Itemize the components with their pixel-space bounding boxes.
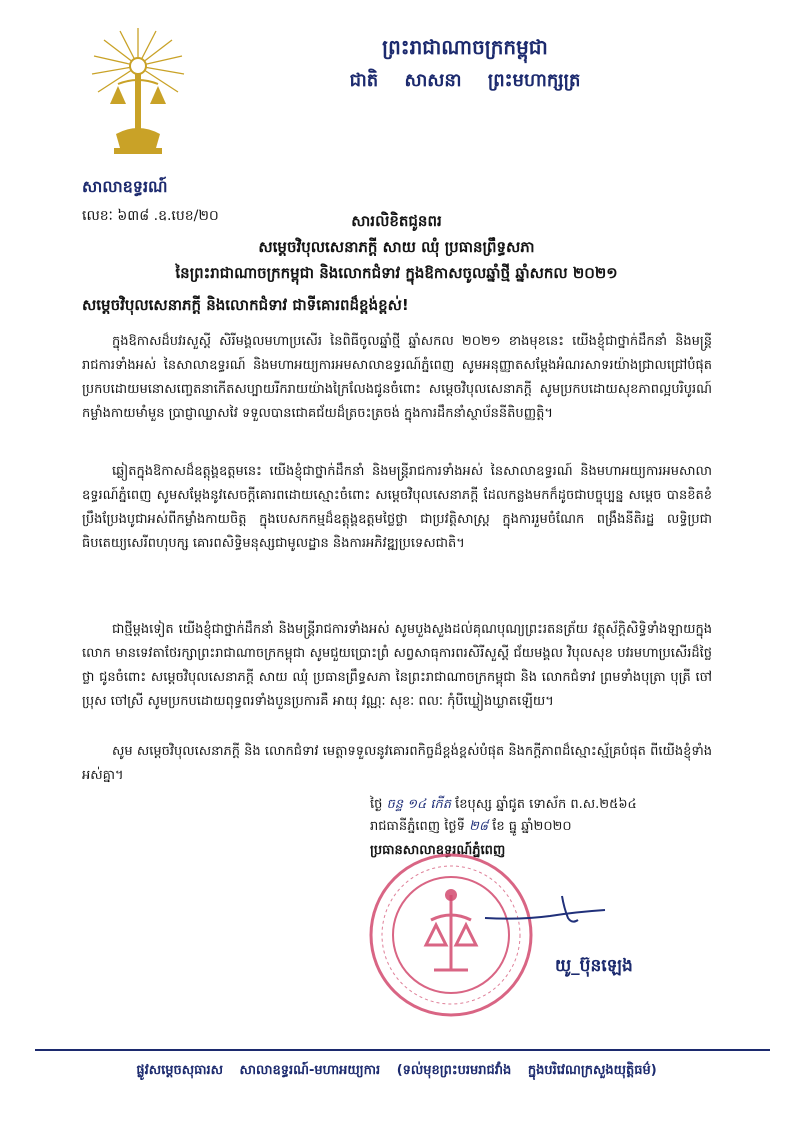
letter-title: សារលិខិតជូនពរ (351, 212, 442, 230)
motto-nation: ជាតិ (349, 70, 379, 91)
signer-title: ប្រធានសាលាឧទ្ធរណ៍ភ្នំពេញ (370, 843, 506, 858)
body-paragraph (82, 460, 712, 556)
lunar-date-prefix: ថ្ងៃ (370, 797, 383, 812)
salutation: សម្តេចវិបុលសេនាភក្តី និងលោកជំទាវ ជាទីគោរពដ៏ខ្ពង់ខ្ពស់! (82, 296, 409, 314)
letter-recipient: សម្តេចវិបុលសេនាភក្តី សាយ ឈុំ ប្រធានព្រឹទ្ធសភា (258, 238, 535, 256)
letter-occasion: នៃព្រះរាជាណាចក្រកម្ពុជា និងលោកជំទាវ ក្នុងឱកាសចូលឆ្នាំថ្មី ឆ្នាំសកល ២០២១ (175, 264, 618, 282)
motto-king: ព្រះមហាក្សត្រ (487, 70, 581, 91)
footer-address (0, 1062, 793, 1081)
solar-date (370, 816, 730, 838)
paragraph-text: សូម សម្តេចវិបុលសេនាភក្តី និង លោកជំទាវ មេត្តាទទួលនូវគោរពកិច្ចដ៏ខ្ពង់ខ្ពស់បំផុត និងកក្តីភាពដ៏ស្មោះស្ម័គ្របំផុត ពីយើងខ្ញុំទាំងអស់គ្នា។ (82, 744, 712, 783)
footer-ministry: ក្នុងបរិវេណក្រសួងយុត្តិធម៌) (527, 1063, 657, 1078)
paragraph-text: ក្នុងឱកាសដ៏បវរសួស្តី សិរីមង្គលមហាប្រសើរ នៃពិធីចូលឆ្នាំថ្មី ឆ្នាំសកល ២០២១ ខាងមុខនេះ យើងខ្ញុំជាថ្នាក់ដឹកនាំ និងមន្ត្រីរាជការទាំងអស់ នៃសាលាឧទ្ធរណ៍ និងមហាអយ្យការអមសាលាឧទ្ធរណ៍ភ្នំពេញ សូមអនុញ្ញាតសម្តែងអំណរសាទរយ៉ាងជ្រាលជ្រៅបំផុត ប្រកបដោយមនោសញ្ចេតនាកើតសប្បាយរីករាយយ៉ាងក្រៃលែងជូនចំពោះ សម្តេចវិបុលសេនាភក្តី សូមប្រកបដោយសុខភាពល្អបរិបូរណ៍ កម្លាំងកាយមាំមួន ប្រាជ្ញាឈ្លាសវៃ ទទួលបានជោគជ័យដ៏ត្រចះត្រចង់ ក្នុងការដឹកនាំស្ថាប័ននីតិបញ្ញត្តិ។ (82, 334, 712, 421)
paragraph-text: ជាថ្មីម្តងទៀត យើងខ្ញុំជាថ្នាក់ដឹកនាំ និងមន្ត្រីរាជការទាំងអស់ សូមបួងសួងដល់គុណបុណ្យព្រះរតនត្រ័យ វត្ថុស័ក្តិសិទ្ធិទាំងឡាយក្នុងលោក មានទេវតាថែរក្សាព្រះរាជាណាចក្រកម្ពុជា សូមជួយប្រោះព្រំ សព្វសាធុការពរសិរីសួស្តី ជ័យមង្គល វិបុលសុខ បវរមហាប្រសើរដ៏ថ្លៃថ្លា ជូនចំពោះ សម្តេចវិបុលសេនាភក្តី សាយ ឈុំ ប្រធានព្រឹទ្ធសភា នៃព្រះរាជាណាចក្រកម្ពុជា និង លោកជំទាវ ព្រមទាំងបុត្រា បុត្រី ចៅប្រុស ចៅស្រី សូមប្រកបដោយពុទ្ធពរទាំងបួនប្រការគឺ អាយុ វណ្ណៈ សុខៈ ពលៈ កុំបីឃ្លៀងឃ្លាតឡើយ។ (82, 622, 712, 709)
kingdom-title: ព្រះរាជាណាចក្រកម្ពុជា (382, 35, 548, 59)
signature (480, 890, 610, 930)
national-motto (300, 68, 630, 95)
footer-street: ផ្លូវសម្តេចសុធារស (136, 1063, 223, 1078)
motto-religion: សាសនា (404, 70, 462, 91)
lunar-date-suffix: ខែបុស្ស ឆ្នាំជូត ទោស័ក ព.ស.២៥៦៤ (455, 797, 637, 812)
organization-name: សាលាឧទ្ធរណ៍ (82, 177, 168, 196)
solar-day-handwritten: ២៨ (469, 819, 489, 834)
paragraph-text: ឆ្លៀតក្នុងឱកាសដ៏ឧត្តុង្គឧត្តមនេះ យើងខ្ញុំជាថ្នាក់ដឹកនាំ និងមន្ត្រីរាជការទាំងអស់ នៃសាលាឧទ្ធរណ៍ និងមហាអយ្យការអមសាលាឧទ្ធរណ៍ភ្នំពេញ សូមសម្តែងនូវសេចក្តីគោរពដោយស្មោះចំពោះ សម្តេចវិបុលសេនាភក្តី ដែលកន្លងមកក៏ដូចជាបច្ចុប្បន្ន សម្តេច បានខិតខំប្រឹងប្រែងបូជាអស់ពីកម្លាំងកាយចិត្ត ក្នុងបេសកកម្មដ៏ឧត្តុង្គឧត្តមថ្លៃថ្លា ជាប្រវត្តិសាស្ត្រ ក្នុងការរួមចំណែក ពង្រឹងនីតិរដ្ឋ លទ្ធិប្រជាធិបតេយ្យសេរីពហុបក្ស គោរពសិទ្ធិមនុស្សជាមូលដ្ឋាន និងការអភិវឌ្ឍប្រទេសជាតិ។ (82, 464, 712, 551)
signer-name: យូ_ប៊ុនឡេង (555, 956, 633, 976)
lunar-date (370, 794, 730, 816)
footer-landmark: (ទល់មុខព្រះបរមរាជវាំង (396, 1063, 512, 1078)
reference-number: លេខៈ ៦៣៨ .ឧ.បេខ/២០ (82, 208, 219, 224)
solar-date-suffix: ខែ ធ្នូ ឆ្នាំ២០២០ (492, 819, 572, 834)
footer-institution: សាលាឧទ្ធរណ៍-មហាអយ្យការ (239, 1063, 381, 1078)
body-paragraph (82, 740, 712, 788)
solar-date-prefix: រាជធានីភ្នំពេញ ថ្ងៃទី (370, 819, 465, 834)
body-paragraph (82, 618, 712, 714)
court-emblem-logo (88, 26, 188, 166)
footer-divider (35, 1049, 770, 1051)
official-seal-stamp (366, 850, 536, 1020)
lunar-date-handwritten: ចន្ទ ១៤ កើត (386, 797, 451, 812)
body-paragraph (82, 330, 712, 426)
